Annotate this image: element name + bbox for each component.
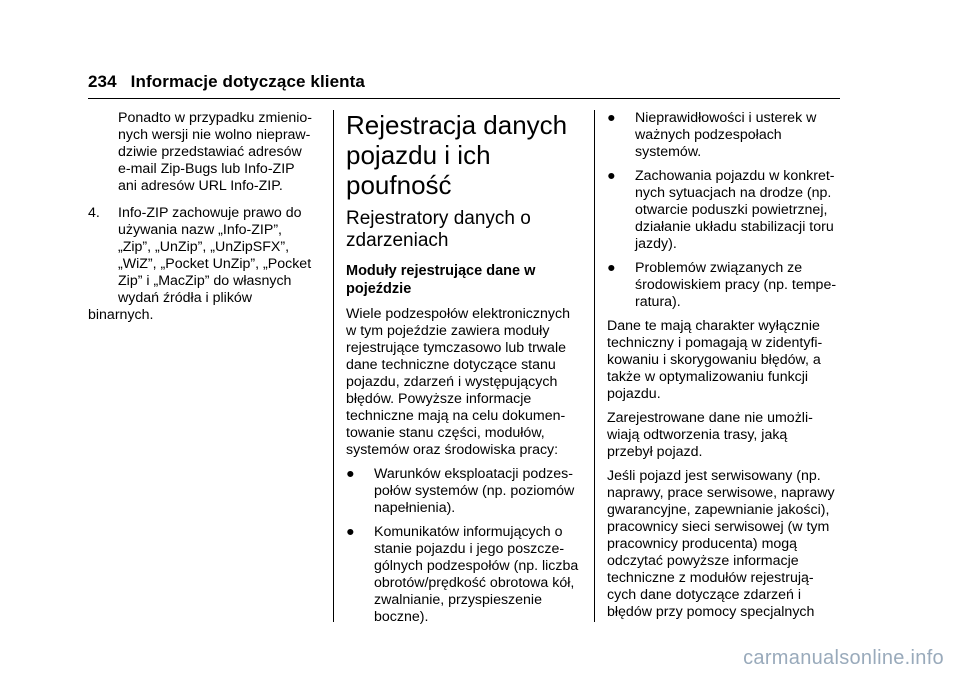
paragraph <box>607 318 843 403</box>
text-line: towanie stanu części, modułów, <box>346 425 545 441</box>
text-line: Dane te mają charakter wyłącznie <box>607 318 820 334</box>
text-line: Ponadto w przypadku zmienio- <box>118 110 312 126</box>
column-3 <box>607 110 843 628</box>
text-line: także w optymalizowaniu funkcji <box>607 369 809 385</box>
bullet-item <box>607 260 843 311</box>
text-line: błędów. Powyższe informacje <box>346 391 532 407</box>
text-line: odczytać powyższe informacje <box>607 553 799 569</box>
text-line: ani adresów URL Info-ZIP. <box>118 178 283 194</box>
bullet-dot-icon: ● <box>607 168 616 184</box>
heading-line: pojeździe <box>346 281 412 297</box>
bullet-item <box>607 110 843 161</box>
continued-paragraph <box>88 110 320 195</box>
column-2 <box>346 110 578 633</box>
minor-heading <box>346 262 578 298</box>
text-line: dziwie przedstawiać adresów <box>118 144 302 160</box>
bullet-dot-icon: ● <box>346 524 355 540</box>
text-line: przebył pojazd. <box>607 444 703 460</box>
text-line: gólnych podzespołów (np. liczba <box>374 558 579 574</box>
column-divider <box>594 110 595 622</box>
text-line: obrotów/prędkość obrotowa kół, <box>374 575 575 591</box>
text-line: otwarcie poduszki powietrznej, <box>635 202 828 218</box>
column-1 <box>88 110 320 331</box>
text-line: wydań źródła i plików <box>118 290 253 306</box>
page-number: 234 <box>88 72 117 91</box>
text-line: kowaniu i skorygowaniu błędów, a <box>607 352 821 368</box>
text-line: techniczne z modułów rejestrują- <box>607 570 814 586</box>
heading-line: Rejestracja danych <box>346 110 568 140</box>
bullet-dot-icon: ● <box>346 466 355 482</box>
text-line: Nieprawidłowości i usterek w <box>635 110 817 126</box>
column-divider <box>333 110 334 622</box>
bullet-dot-icon: ● <box>607 110 616 126</box>
text-line: binarnych. <box>88 307 154 323</box>
text-line: błędów przy pomocy specjalnych <box>607 604 815 620</box>
text-line: pracownicy sieci serwisowej (w tym <box>607 519 830 535</box>
bullet-item <box>607 168 843 253</box>
text-line: nych wersji nie wolno niepraw- <box>118 127 311 143</box>
section-heading <box>346 110 578 200</box>
text-line: ratura). <box>635 294 681 310</box>
text-line: stanie pojazdu i jego poszcze- <box>374 541 565 557</box>
text-line: cych dane dotyczące zdarzeń i <box>607 587 802 603</box>
text-line: używania nazw „Info-ZIP”, <box>118 222 283 238</box>
text-line: w tym pojeździe zawiera moduły <box>346 323 550 339</box>
text-line: Zarejestrowane dane nie umożli- <box>607 410 813 426</box>
heading-line: Moduły rejestrujące dane w <box>346 263 536 279</box>
text-line: środowiskiem pracy (np. tempe- <box>635 277 837 293</box>
text-line: rejestrujące tymczasowo lub trwale <box>346 340 566 356</box>
text-line: zwalnianie, przyspieszenie <box>374 592 542 608</box>
text-line: pojazdu, zdarzeń i występujących <box>346 374 558 390</box>
text-line: wiają odtworzenia trasy, jaką <box>607 427 788 443</box>
text-line: pojazdu. <box>607 386 661 402</box>
text-line: Komunikatów informujących o <box>374 524 563 540</box>
paragraph <box>607 410 843 461</box>
text-line: Jeśli pojazd jest serwisowany (np. <box>607 468 821 484</box>
text-line: Warunków eksploatacji podzes- <box>374 466 573 482</box>
chapter-title: Informacje dotyczące klienta <box>130 72 365 91</box>
list-item-4 <box>88 205 320 324</box>
text-line: Wiele podzespołów elektronicznych <box>346 306 570 322</box>
list-number: 4. <box>88 205 100 221</box>
page-header <box>88 72 365 92</box>
text-line: nych sytuacjach na drodze (np. <box>635 185 832 201</box>
heading-line: pojazdu i ich <box>346 140 491 170</box>
heading-line: Rejestratory danych o <box>346 208 531 229</box>
header-rule <box>88 98 840 99</box>
text-line: gwarancyjne, zapewnianie jakości), <box>607 502 830 518</box>
text-line: Zip” i „MacZip” do własnych <box>118 273 292 289</box>
paragraph <box>346 306 578 459</box>
watermark: carmanualsonline.info <box>743 647 944 669</box>
text-line: napełnienia). <box>374 500 456 516</box>
text-line: e-mail Zip-Bugs lub Info-ZIP <box>118 161 295 177</box>
text-line: Zachowania pojazdu w konkret- <box>635 168 835 184</box>
text-line: boczne). <box>374 609 429 625</box>
text-line: połów systemów (np. poziomów <box>374 483 575 499</box>
text-line: ważnych podzespołach <box>635 127 782 143</box>
heading-line: zdarzeniach <box>346 230 449 251</box>
text-line: systemów oraz środowiska pracy: <box>346 442 559 458</box>
bullet-item <box>346 524 578 626</box>
paragraph <box>607 468 843 621</box>
subsection-heading <box>346 208 578 252</box>
bullet-dot-icon: ● <box>607 260 616 276</box>
text-line: działanie układu stabilizacji toru <box>635 219 834 235</box>
text-line: pracownicy producenta) mogą <box>607 536 798 552</box>
text-line: techniczny i pomagają w zidentyfi- <box>607 335 823 351</box>
text-line: Problemów związanych ze <box>635 260 803 276</box>
text-line: jazdy). <box>635 236 677 252</box>
text-line: systemów. <box>635 144 702 160</box>
text-line: techniczne mają na celu dokumen- <box>346 408 566 424</box>
heading-line: poufność <box>346 170 452 200</box>
text-line: dane techniczne dotyczące stanu <box>346 357 556 373</box>
text-line: Info-ZIP zachowuje prawo do <box>118 205 302 221</box>
bullet-item <box>346 466 578 517</box>
text-line: „Zip”, „UnZip”, „UnZipSFX”, <box>118 239 290 255</box>
text-line: naprawy, prace serwisowe, naprawy <box>607 485 835 501</box>
text-line: „WiZ”, „Pocket UnZip”, „Pocket <box>118 256 312 272</box>
